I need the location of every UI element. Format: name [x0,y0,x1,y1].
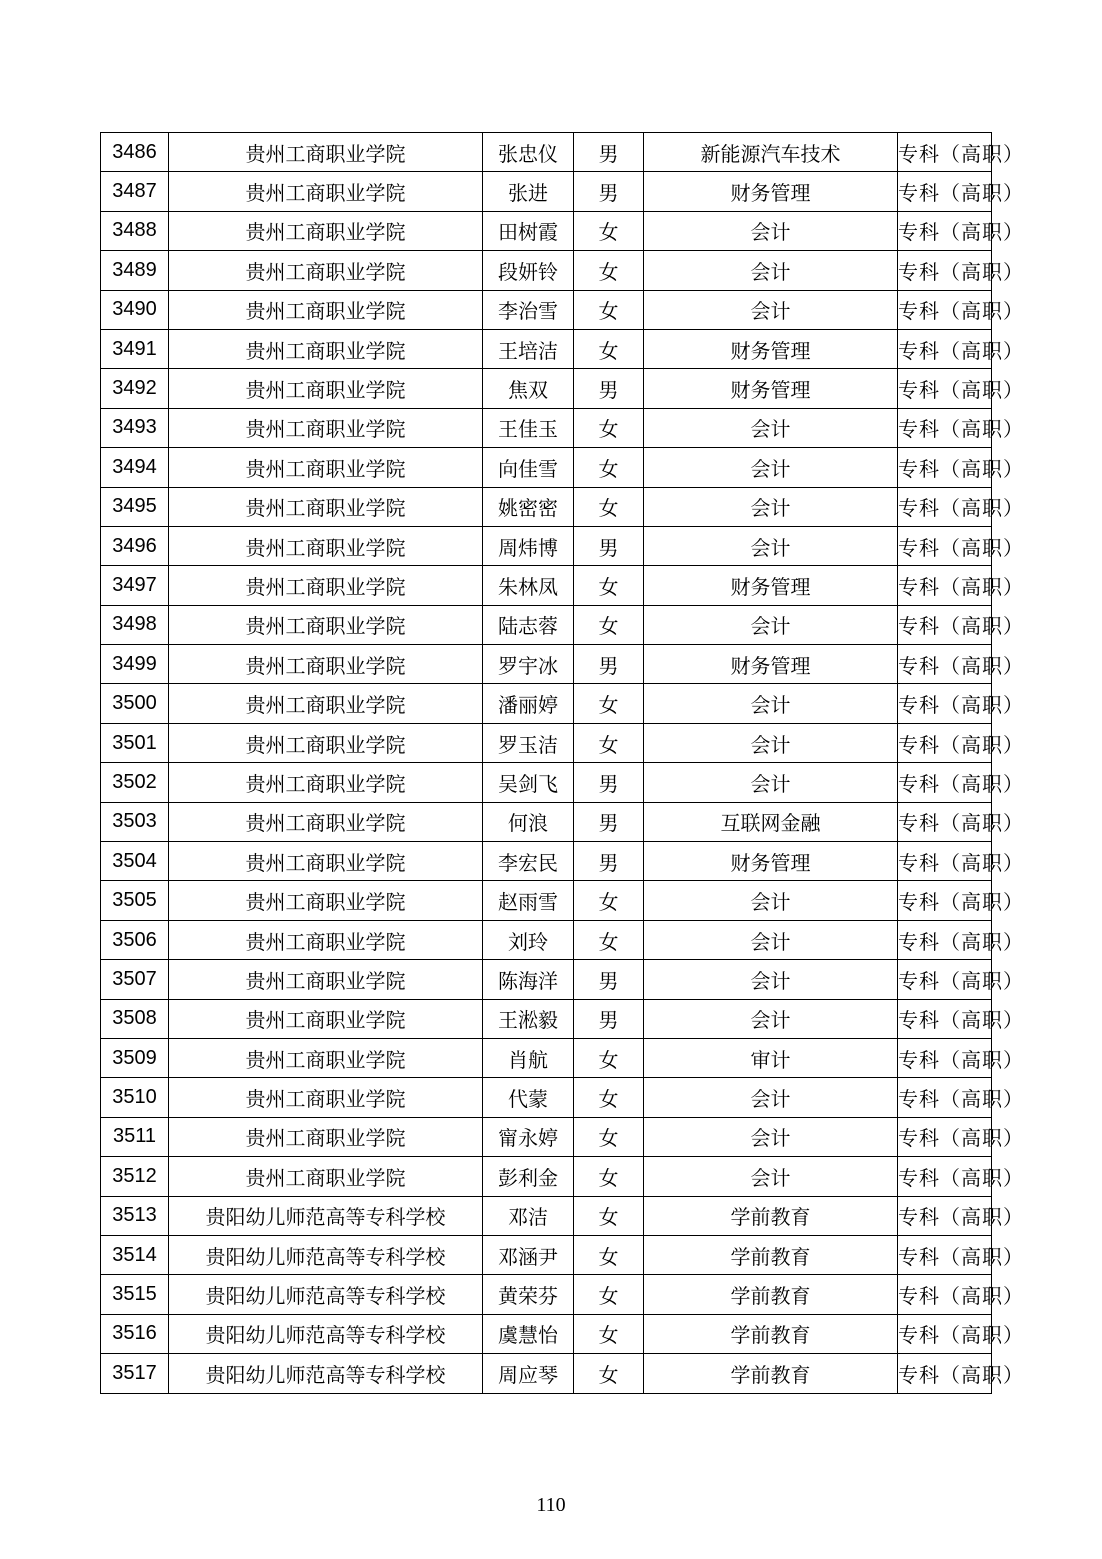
cell-student-name: 刘玲 [483,920,574,959]
cell-student-name: 何浪 [483,802,574,841]
table-row [101,920,992,959]
cell-gender: 男 [574,133,644,172]
cell-education-level: 专科（高职） [898,1196,992,1235]
cell-school: 贵州工商职业学院 [169,566,483,605]
cell-number: 3498 [101,605,169,644]
cell-gender: 男 [574,526,644,565]
cell-school: 贵州工商职业学院 [169,802,483,841]
cell-student-name: 田树霞 [483,211,574,250]
cell-gender: 女 [574,290,644,329]
cell-school: 贵州工商职业学院 [169,881,483,920]
cell-gender: 女 [574,448,644,487]
cell-major: 互联网金融 [644,802,898,841]
table-row [101,290,992,329]
cell-student-name: 肖航 [483,1038,574,1077]
cell-major: 会计 [644,526,898,565]
cell-number: 3508 [101,999,169,1038]
cell-school: 贵州工商职业学院 [169,1157,483,1196]
cell-school: 贵州工商职业学院 [169,723,483,762]
cell-major: 财务管理 [644,369,898,408]
cell-education-level: 专科（高职） [898,960,992,999]
cell-student-name: 甯永婷 [483,1117,574,1156]
cell-gender: 男 [574,763,644,802]
cell-major: 财务管理 [644,842,898,881]
cell-gender: 女 [574,1038,644,1077]
cell-school: 贵州工商职业学院 [169,448,483,487]
cell-student-name: 张进 [483,172,574,211]
cell-gender: 男 [574,802,644,841]
cell-school: 贵州工商职业学院 [169,920,483,959]
cell-education-level: 专科（高职） [898,487,992,526]
cell-gender: 男 [574,369,644,408]
table-row [101,1038,992,1077]
table-row [101,1354,992,1393]
cell-student-name: 罗玉洁 [483,723,574,762]
cell-school: 贵州工商职业学院 [169,251,483,290]
cell-number: 3516 [101,1314,169,1353]
cell-major: 会计 [644,920,898,959]
cell-number: 3507 [101,960,169,999]
cell-gender: 女 [574,408,644,447]
cell-gender: 女 [574,1157,644,1196]
cell-number: 3512 [101,1157,169,1196]
cell-student-name: 罗宇冰 [483,645,574,684]
cell-school: 贵州工商职业学院 [169,408,483,447]
cell-gender: 女 [574,487,644,526]
cell-school: 贵州工商职业学院 [169,1038,483,1077]
cell-student-name: 吴剑飞 [483,763,574,802]
cell-major: 会计 [644,211,898,250]
cell-student-name: 段妍铃 [483,251,574,290]
cell-gender: 女 [574,251,644,290]
cell-major: 学前教育 [644,1235,898,1274]
cell-education-level: 专科（高职） [898,605,992,644]
table-row [101,1117,992,1156]
cell-student-name: 朱林凤 [483,566,574,605]
cell-gender: 女 [574,881,644,920]
cell-education-level: 专科（高职） [898,566,992,605]
cell-education-level: 专科（高职） [898,251,992,290]
cell-education-level: 专科（高职） [898,999,992,1038]
cell-education-level: 专科（高职） [898,369,992,408]
cell-education-level: 专科（高职） [898,211,992,250]
cell-education-level: 专科（高职） [898,329,992,368]
cell-number: 3493 [101,408,169,447]
cell-number: 3505 [101,881,169,920]
cell-school: 贵阳幼儿师范高等专科学校 [169,1275,483,1314]
cell-education-level: 专科（高职） [898,1078,992,1117]
student-roster-table [100,132,1024,1394]
cell-school: 贵州工商职业学院 [169,290,483,329]
table-row [101,526,992,565]
table-row [101,960,992,999]
table-row [101,881,992,920]
cell-number: 3504 [101,842,169,881]
cell-number: 3500 [101,684,169,723]
table-row [101,645,992,684]
cell-number: 3514 [101,1235,169,1274]
table-row [101,999,992,1038]
cell-school: 贵阳幼儿师范高等专科学校 [169,1354,483,1393]
cell-major: 会计 [644,960,898,999]
cell-student-name: 彭利金 [483,1157,574,1196]
cell-gender: 女 [574,920,644,959]
table-row [101,251,992,290]
cell-education-level: 专科（高职） [898,842,992,881]
cell-education-level: 专科（高职） [898,802,992,841]
cell-number: 3506 [101,920,169,959]
cell-school: 贵州工商职业学院 [169,329,483,368]
cell-major: 会计 [644,999,898,1038]
cell-student-name: 王佳玉 [483,408,574,447]
cell-number: 3513 [101,1196,169,1235]
cell-number: 3489 [101,251,169,290]
table-row [101,723,992,762]
cell-school: 贵州工商职业学院 [169,684,483,723]
cell-student-name: 周应琴 [483,1354,574,1393]
cell-major: 会计 [644,290,898,329]
cell-number: 3517 [101,1354,169,1393]
cell-school: 贵州工商职业学院 [169,369,483,408]
cell-major: 会计 [644,763,898,802]
cell-major: 学前教育 [644,1196,898,1235]
cell-major: 会计 [644,684,898,723]
cell-number: 3490 [101,290,169,329]
cell-major: 会计 [644,881,898,920]
cell-student-name: 赵雨雪 [483,881,574,920]
cell-student-name: 向佳雪 [483,448,574,487]
cell-education-level: 专科（高职） [898,526,992,565]
cell-education-level: 专科（高职） [898,1157,992,1196]
cell-education-level: 专科（高职） [898,684,992,723]
cell-major: 新能源汽车技术 [644,133,898,172]
cell-school: 贵州工商职业学院 [169,842,483,881]
cell-major: 学前教育 [644,1275,898,1314]
cell-number: 3497 [101,566,169,605]
cell-student-name: 李宏民 [483,842,574,881]
cell-student-name: 代蒙 [483,1078,574,1117]
cell-gender: 女 [574,329,644,368]
cell-major: 会计 [644,1078,898,1117]
cell-gender: 女 [574,566,644,605]
cell-education-level: 专科（高职） [898,448,992,487]
cell-student-name: 黄荣芬 [483,1275,574,1314]
cell-gender: 女 [574,684,644,723]
cell-student-name: 王培洁 [483,329,574,368]
cell-major: 会计 [644,408,898,447]
cell-school: 贵州工商职业学院 [169,960,483,999]
cell-gender: 女 [574,1235,644,1274]
table-row [101,802,992,841]
table-row [101,1235,992,1274]
cell-school: 贵州工商职业学院 [169,172,483,211]
cell-gender: 女 [574,1078,644,1117]
cell-number: 3496 [101,526,169,565]
cell-school: 贵州工商职业学院 [169,211,483,250]
cell-gender: 女 [574,1117,644,1156]
cell-major: 会计 [644,1117,898,1156]
table-row [101,763,992,802]
cell-gender: 男 [574,999,644,1038]
cell-student-name: 陆志蓉 [483,605,574,644]
cell-school: 贵州工商职业学院 [169,645,483,684]
cell-major: 会计 [644,448,898,487]
cell-school: 贵州工商职业学院 [169,763,483,802]
cell-gender: 男 [574,645,644,684]
cell-major: 财务管理 [644,329,898,368]
cell-school: 贵阳幼儿师范高等专科学校 [169,1314,483,1353]
cell-major: 财务管理 [644,566,898,605]
cell-number: 3502 [101,763,169,802]
cell-student-name: 焦双 [483,369,574,408]
cell-major: 会计 [644,1157,898,1196]
cell-education-level: 专科（高职） [898,920,992,959]
table-row [101,605,992,644]
cell-school: 贵阳幼儿师范高等专科学校 [169,1196,483,1235]
cell-education-level: 专科（高职） [898,1275,992,1314]
table-row [101,1314,992,1353]
cell-number: 3486 [101,133,169,172]
table-row [101,133,992,172]
table-body [101,133,1024,1394]
table-row [101,408,992,447]
cell-student-name: 潘丽婷 [483,684,574,723]
cell-student-name: 邓洁 [483,1196,574,1235]
cell-student-name: 陈海洋 [483,960,574,999]
cell-gender: 女 [574,1275,644,1314]
table-row [101,448,992,487]
cell-education-level: 专科（高职） [898,881,992,920]
table-row [101,1196,992,1235]
cell-student-name: 张忠仪 [483,133,574,172]
cell-number: 3488 [101,211,169,250]
cell-major: 学前教育 [644,1354,898,1393]
cell-school: 贵州工商职业学院 [169,1117,483,1156]
cell-education-level: 专科（高职） [898,645,992,684]
cell-education-level: 专科（高职） [898,1354,992,1393]
cell-student-name: 虞慧怡 [483,1314,574,1353]
cell-education-level: 专科（高职） [898,1038,992,1077]
cell-number: 3501 [101,723,169,762]
cell-number: 3503 [101,802,169,841]
cell-major: 会计 [644,723,898,762]
cell-student-name: 姚密密 [483,487,574,526]
table-row [101,329,992,368]
cell-major: 学前教育 [644,1314,898,1353]
table-row [101,172,992,211]
cell-school: 贵阳幼儿师范高等专科学校 [169,1235,483,1274]
cell-major: 会计 [644,605,898,644]
page-number: 110 [536,1494,566,1516]
cell-gender: 女 [574,211,644,250]
table-row [101,487,992,526]
cell-gender: 女 [574,605,644,644]
cell-number: 3510 [101,1078,169,1117]
cell-number: 3499 [101,645,169,684]
cell-student-name: 王淞毅 [483,999,574,1038]
table-row [101,1078,992,1117]
cell-school: 贵州工商职业学院 [169,133,483,172]
cell-major: 财务管理 [644,645,898,684]
cell-number: 3509 [101,1038,169,1077]
cell-student-name: 邓涵尹 [483,1235,574,1274]
cell-education-level: 专科（高职） [898,172,992,211]
cell-school: 贵州工商职业学院 [169,1078,483,1117]
cell-gender: 男 [574,172,644,211]
cell-school: 贵州工商职业学院 [169,605,483,644]
table-row [101,369,992,408]
cell-gender: 女 [574,723,644,762]
cell-number: 3494 [101,448,169,487]
table-row [101,211,992,250]
cell-school: 贵州工商职业学院 [169,999,483,1038]
cell-student-name: 李治雪 [483,290,574,329]
cell-number: 3511 [101,1117,169,1156]
cell-number: 3487 [101,172,169,211]
table-row [101,1157,992,1196]
cell-major: 会计 [644,487,898,526]
cell-education-level: 专科（高职） [898,1314,992,1353]
cell-gender: 男 [574,842,644,881]
cell-education-level: 专科（高职） [898,1235,992,1274]
cell-gender: 女 [574,1314,644,1353]
cell-major: 财务管理 [644,172,898,211]
cell-major: 会计 [644,251,898,290]
cell-number: 3492 [101,369,169,408]
cell-number: 3495 [101,487,169,526]
cell-education-level: 专科（高职） [898,723,992,762]
cell-gender: 女 [574,1354,644,1393]
cell-student-name: 周炜博 [483,526,574,565]
cell-education-level: 专科（高职） [898,1117,992,1156]
cell-gender: 女 [574,1196,644,1235]
table-row [101,566,992,605]
cell-education-level: 专科（高职） [898,763,992,802]
cell-school: 贵州工商职业学院 [169,487,483,526]
cell-number: 3515 [101,1275,169,1314]
table-row [101,684,992,723]
cell-major: 审计 [644,1038,898,1077]
cell-gender: 男 [574,960,644,999]
table-row [101,1275,992,1314]
table-row [101,842,992,881]
cell-education-level: 专科（高职） [898,408,992,447]
cell-number: 3491 [101,329,169,368]
cell-school: 贵州工商职业学院 [169,526,483,565]
cell-education-level: 专科（高职） [898,290,992,329]
cell-education-level: 专科（高职） [898,133,992,172]
